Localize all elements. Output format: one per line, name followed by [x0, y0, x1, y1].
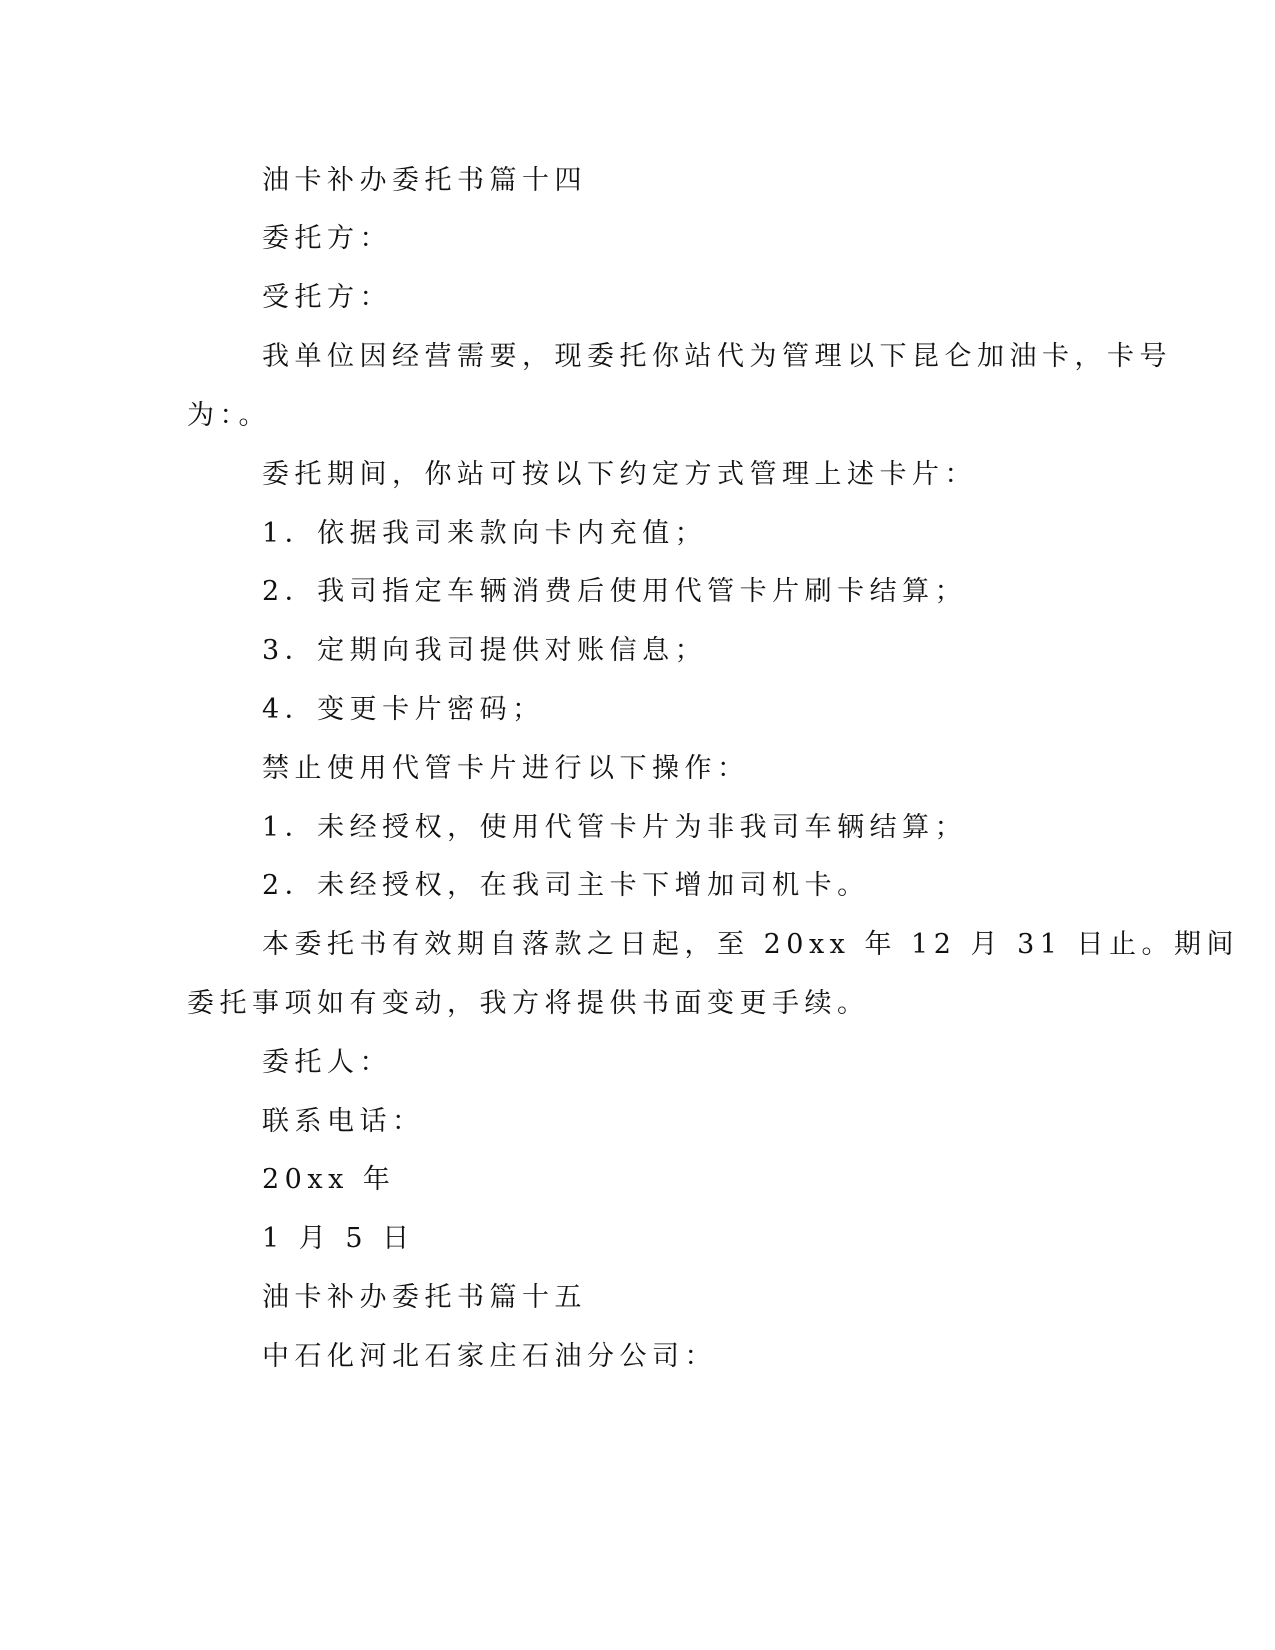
addressee-line: 中石化河北石家庄石油分公司：	[262, 1341, 717, 1372]
list-item: 1．未经授权，使用代管卡片为非我司车辆结算；	[262, 812, 968, 843]
list-item: 4．变更卡片密码；	[262, 694, 545, 725]
paragraph-line: 为：。	[187, 400, 271, 431]
list-item: 3．定期向我司提供对账信息；	[262, 635, 708, 666]
agent-label: 受托方：	[262, 282, 392, 313]
paragraph-line: 我单位因经营需要，现委托你站代为管理以下昆仑加油卡，卡号	[262, 341, 1172, 372]
principal-label: 委托方：	[262, 223, 392, 254]
paragraph-line: 委托事项如有变动，我方将提供书面变更手续。	[187, 988, 870, 1019]
list-item: 1．依据我司来款向卡内充值；	[262, 518, 708, 549]
date-day: 1 月 5 日	[262, 1223, 415, 1254]
paragraph-line: 委托期间，你站可按以下约定方式管理上述卡片：	[262, 459, 977, 490]
signatory-label: 委托人：	[262, 1047, 392, 1078]
section-title: 油卡补办委托书篇十五	[262, 1282, 587, 1313]
paragraph-line: 本委托书有效期自落款之日起，至 20xx 年 12 月 31 日止。期间	[262, 929, 1240, 960]
list-item: 2．我司指定车辆消费后使用代管卡片刷卡结算；	[262, 576, 968, 607]
section-title: 油卡补办委托书篇十四	[262, 165, 587, 196]
phone-label: 联系电话：	[262, 1106, 425, 1137]
list-item: 2．未经授权，在我司主卡下增加司机卡。	[262, 870, 870, 901]
prohibited-heading: 禁止使用代管卡片进行以下操作：	[262, 753, 750, 784]
date-year: 20xx 年	[262, 1164, 396, 1195]
